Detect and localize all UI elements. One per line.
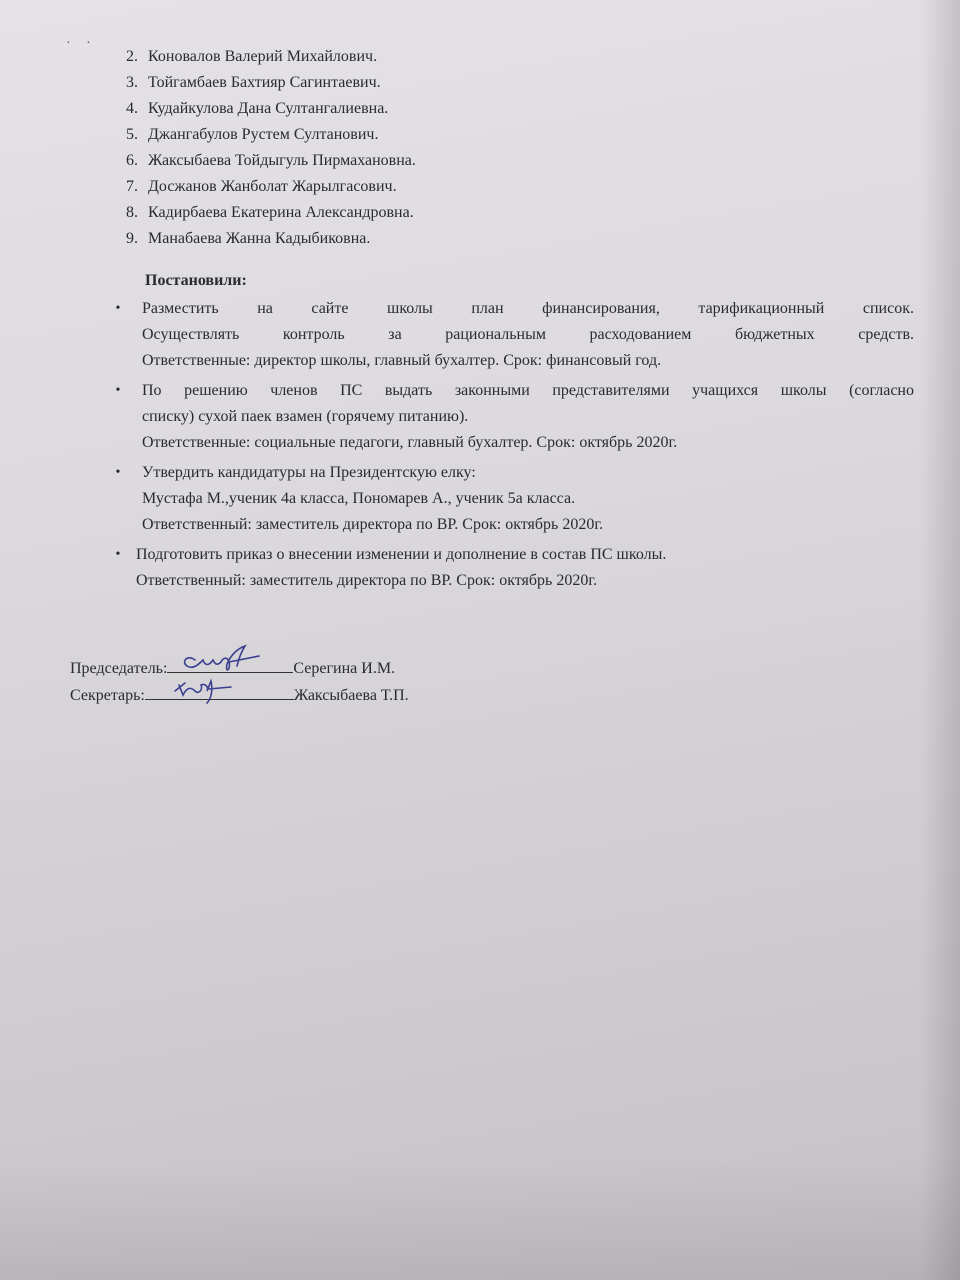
list-item xyxy=(110,122,416,148)
list-number: 6. xyxy=(126,152,138,169)
decision-line: Разместить на сайте школы план финансирования, тарификационный список. xyxy=(142,300,914,317)
paper-shadow-bottom xyxy=(0,1160,960,1280)
bullet-icon: • xyxy=(115,547,121,562)
decision-responsible: Ответственные: директор школы, главный бухалтер. Срок: финансовый год. xyxy=(142,352,662,369)
list-item xyxy=(110,96,416,122)
list-number: 5. xyxy=(126,126,138,143)
decisions-list xyxy=(106,296,914,594)
bullet-icon: • xyxy=(115,383,121,398)
decision-line: списку) сухой паек взамен (горячему питанию). xyxy=(142,408,469,425)
bullet-icon: • xyxy=(115,465,121,480)
chair-label: Председатель: xyxy=(70,660,168,677)
decision-responsible: Ответственный: заместитель директора по ВР. Срок: октябрь 2020г. xyxy=(142,516,604,533)
secretary-name: Жаксыбаева Т.П. xyxy=(293,687,409,704)
decision-line: Утвердить кандидатуры на Президентскую елку: xyxy=(142,464,476,481)
list-number: 3. xyxy=(126,74,138,91)
list-number: 2. xyxy=(126,48,138,65)
member-name: Кадирбаева Екатерина Александровна. xyxy=(148,204,414,221)
list-number: 7. xyxy=(126,178,138,195)
decision-item xyxy=(106,460,914,538)
member-name: Досжанов Жанболат Жарылгасович. xyxy=(148,178,397,195)
list-number: 9. xyxy=(126,230,138,247)
list-number: 4. xyxy=(126,100,138,117)
decision-line: По решению членов ПС выдать законными представителями учащихся школы (согласно xyxy=(142,382,914,399)
decision-line: Осуществлять контроль за рациональным расходованием бюджетных средств. xyxy=(142,326,914,343)
handwritten-signature-icon xyxy=(145,671,294,705)
decision-item xyxy=(106,378,914,456)
bullet-icon: • xyxy=(115,301,121,316)
member-name: Манабаева Жанна Кадыбиковна. xyxy=(148,230,371,247)
decision-item xyxy=(106,542,914,594)
secretary-signature-line xyxy=(145,683,294,700)
list-item xyxy=(110,226,416,252)
member-name: Жаксыбаева Тойдыгуль Пирмахановна. xyxy=(148,152,416,169)
resolution-heading: Постановили: xyxy=(145,272,247,289)
list-item xyxy=(110,44,416,70)
decision-line: Мустафа М.,ученик 4а класса, Пономарев А., ученик 5а класса. xyxy=(142,490,576,507)
member-name: Кудайкулова Дана Султангалиевна. xyxy=(148,100,389,117)
chair-name: Серегина И.М. xyxy=(293,660,396,677)
page-marks: · · xyxy=(66,36,97,51)
member-name: Джангабулов Рустем Султанович. xyxy=(148,126,379,143)
list-item xyxy=(110,70,416,96)
list-item xyxy=(110,148,416,174)
decision-responsible: Ответственный: заместитель директора по ВР. Срок: октябрь 2020г. xyxy=(136,572,598,589)
secretary-label: Секретарь: xyxy=(70,687,145,704)
members-list xyxy=(110,44,416,252)
secretary-signature-row xyxy=(70,683,409,708)
list-item xyxy=(110,200,416,226)
decision-item xyxy=(106,296,914,374)
paper-shadow-right xyxy=(920,0,960,1280)
member-name: Коновалов Валерий Михайлович. xyxy=(148,48,378,65)
member-name: Тойгамбаев Бахтияр Сагинтаевич. xyxy=(148,74,381,91)
decision-line: Подготовить приказ о внесении изменении и дополнение в состав ПС школы. xyxy=(136,546,667,563)
decision-responsible: Ответственные: социальные педагоги, главный бухалтер. Срок: октябрь 2020г. xyxy=(142,434,678,451)
list-number: 8. xyxy=(126,204,138,221)
list-item xyxy=(110,174,416,200)
